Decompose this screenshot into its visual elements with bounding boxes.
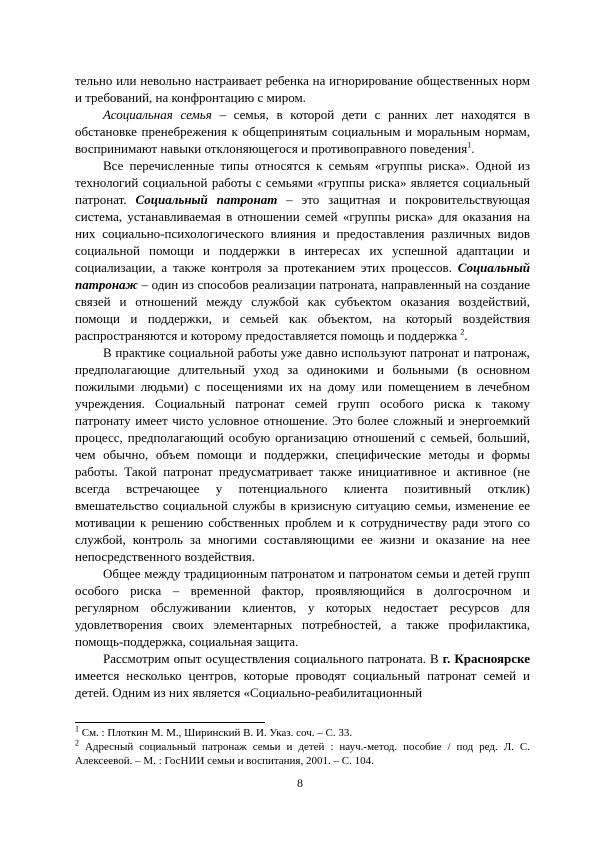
footnote-divider: [75, 722, 265, 723]
paragraph-5: Общее между традиционным патронатом и патронатом семьи и детей групп особого риска – временной фактор, проявляющийся в долгосрочном и регулярном обслуживании клиентов, у которых недостает ресурсов для удовлетворения своих элементарных потребностей, а также профилактика, помощь-поддержка, социальная защита.: [75, 566, 530, 649]
paragraph-3: Все перечисленные типы относятся к семьям «группы риска». Одной из технологий социальной работы с семьями «группы риска» является социальный патронат. Социальный патронат – это защитная и покровительствующая система, устанавливаемая в отношении семей «группы риска» для оказания на них социально-психологического влияния и предоставления различных видов социальной помощи и поддержки в интересах их успешной адаптации и социализации, а также контроля за протеканием этих процессов. Социальный патронаж – один из способов реализации патроната, направленный на создание связей и отношений между службой как субъектом оказания воздействий, помощи и поддержки, и семьей как объектом, на который воздействия распространяются и которому предоставляется помощь и поддержка $^2$.: [75, 158, 530, 343]
paragraph-1: тельно или невольно настраивает ребенка на игнорирование общественных норм и требований, на конфронтацию с миром.: [75, 73, 530, 105]
footnote-2: $^2$ Адресный социальный патронаж семьи и детей : науч.-метод. пособие / под ред. Л. С. Алексеевой. – М. : ГосНИИ семьи и воспитания, 2001. – С. 104.: [75, 738, 530, 767]
footnotes: [75, 726, 530, 768]
footnote-ref-1[interactable]: 1: [467, 140, 472, 150]
term-asocial-family: Асоциальная семья: [103, 107, 212, 122]
paragraph-2: Асоциальная семья – семья, в которой дети с ранних лет находятся в обстановке пренебрежения к общепринятым социальным и моральным нормам, воспринимают навыки отклоняющегося и противоправного поведения$^1$.: [75, 107, 530, 156]
term-social-patronate: Социальный патронат: [135, 192, 278, 207]
body-text: [75, 72, 530, 701]
term-social-patronage: Социальный патронаж: [75, 260, 530, 292]
footnote-mark-1: 1: [75, 724, 79, 734]
footnote-mark-2: 2: [75, 738, 79, 748]
footnote-1: $^1$ См. : Плоткин М. М., Ширинский В. И. Указ. соч. – С. 33.: [75, 724, 353, 739]
page-number: 8: [297, 776, 303, 790]
paragraph-6: Рассмотрим опыт осуществления социального патроната. В г. Красноярске имеется несколько центров, которые проводят социальный патронат семей и детей. Одним из них является «Социально-реабилитационный: [75, 651, 530, 700]
paragraph-4: В практике социальной работы уже давно используют патронат и патронаж, предполагающие длительный уход за одинокими и больными (в основном пожилыми людьми) с посещениями их на дому или помещением в лечебном учреждения. Социальный патронат семей групп особого риска к такому патронату имеет чисто условное отношение. Это более сложный и энергоемкий процесс, предполагающий особую организацию отношений с семьей, больший, чем обычно, объем помощи и поддержки, специфические методы и формы работы. Такой патронат предусматривает также инициативное и активное (не всегда встречающее у потенциального клиента позитивный отклик) вмешательство социальной службы в кризисную ситуацию семьи, изменение ее мотивации к решению собственных проблем и к сотрудничеству ради этого со службой, контроль за многими составляющими ее жизни и оказание на нее непосредственного воздействия.: [75, 345, 530, 564]
footnote-ref-2[interactable]: 2: [460, 327, 465, 337]
city-krasnoyarsk: г. Красноярске: [442, 651, 530, 666]
